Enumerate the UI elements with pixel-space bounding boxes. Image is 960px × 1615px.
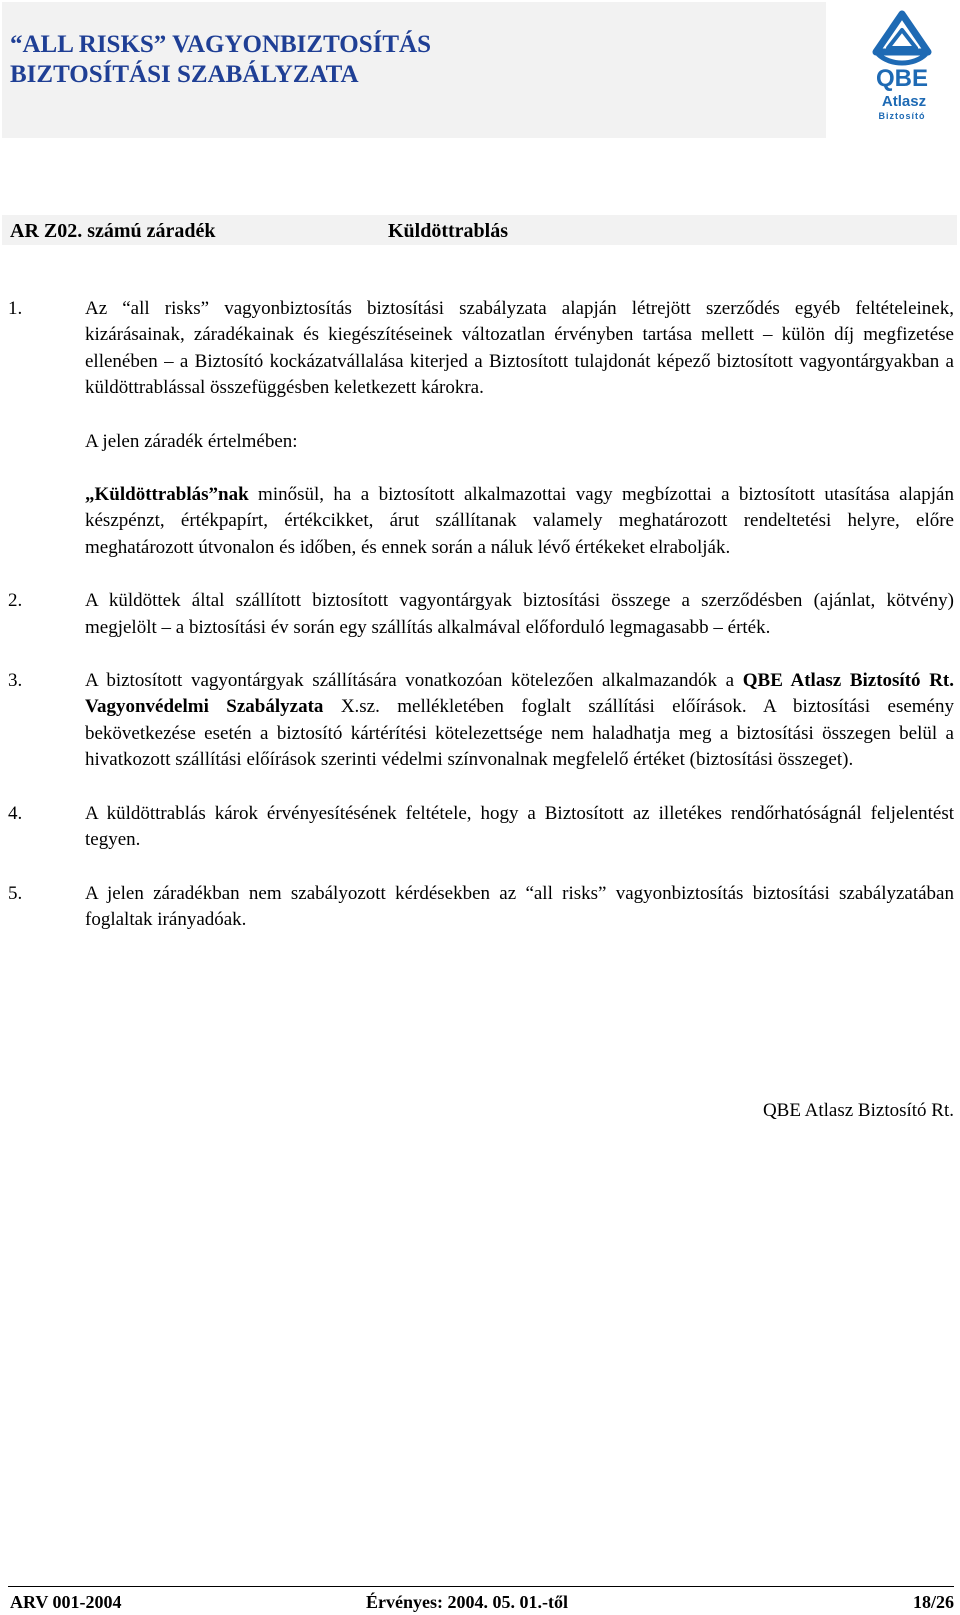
item-number: 2. [8,590,23,612]
signature: QBE Atlasz Biztosító Rt. [762,1100,954,1121]
footer-divider [8,1586,954,1587]
item-text-post: X.sz. mellékletében foglalt szállítási előírások. A biztosítási esemény bekövetkezése esetén a biztosító kártérítési kötelezettsége nem haladhatja meg a biztosítási összegen belül a hivatkozott szállítási előírások szerinti védelmi színvonalnak megfelelő értéket (biztosítási összeget). [85,696,954,771]
clause-code: AR Z02. számú záradék [10,220,216,242]
item-paragraph: A küldöttek által szállított biztosított vagyontárgyak biztosítási összege a szerződésben (ajánlat, kötvény) megjelölt – a biztosítási év során egy szállítás alkalmával előforduló legmagasabb – érték. [85,590,954,638]
item-number: 3. [8,670,23,692]
list-item [8,668,954,774]
definition-intro: A jelen záradék értelmében: [85,430,298,452]
page-footer [8,1591,954,1613]
item-text-pre: A biztosított vagyontárgyak szállítására vonatkozóan kötelezően alkalmazandók a [85,670,743,692]
item-number: 5. [8,882,23,904]
item-paragraph: A küldöttrablás károk érvényesítésének feltétele, hogy a Biztosított az illetékes rendőrhatóságnál feljelentést tegyen. [85,802,954,851]
referenced-regulation: QBE Atlasz Biztosító Rt. Vagyonvédelmi Szabályzata [85,670,955,718]
definition-paragraph [85,482,954,561]
clause-heading [2,215,957,245]
logo-sub1: Atlasz [881,93,927,110]
item-number: 1. [8,298,23,319]
clause-body [8,296,954,933]
list-item [8,881,954,934]
clause-name: Küldöttrablás [388,220,509,242]
list-item [8,296,954,561]
item-paragraph [85,668,954,774]
item-paragraph: A jelen záradékban nem szabályozott kérdésekben az “all risks” vagyonbiztosítás biztosítási szabályzatában foglaltak irányadóak. [85,882,954,930]
logo-sub2: Biztosító [878,111,926,121]
footer-validity: Érvényes: 2004. 05. 01.-től [366,1592,568,1612]
item-paragraph: Az “all risks” vagyonbiztosítás biztosítási szabályzata alapján létrejött szerződés egyéb feltételeinek, kizárásainak, záradékainak és kiegészítéseinek változatlan érvényben tartása mellett – külön díj megfizetése ellenében – a Biztosító kockázatvállalása kiterjed a Biztosított tulajdonát képező biztosított vagyontárgyakban a küldöttrablással összefüggésben keletkezett károkra. [85,298,954,399]
definition-term: „Küldöttrablás”nak [85,484,249,506]
logo-brand: QBE [875,65,929,92]
list-item [8,801,954,854]
footer-page-number: 18/26 [912,1592,954,1612]
document-title [10,30,431,90]
footer-doc-code: ARV 001-2004 [10,1592,122,1612]
item-number: 4. [8,802,23,824]
definition-text: minősül, ha a biztosított alkalmazottai vagy megbízottai a biztosított utasítása alapján készpénzt, értékpapírt, értékcikket, árut szállítanak valamely meghatározott rendeltetési helyre, előre meghatározott útvonalon és időben, és ennek során a náluk lévő értékeket elrabolják. [85,484,954,558]
document-title-line1: “ALL RISKS” VAGYONBIZTOSÍTÁS [10,31,432,58]
list-item [8,588,954,641]
document-title-line2: BIZTOSÍTÁSI SZABÁLYZATA [10,61,359,88]
item-text-block [85,296,954,561]
qbe-atlasz-logo [868,8,936,124]
